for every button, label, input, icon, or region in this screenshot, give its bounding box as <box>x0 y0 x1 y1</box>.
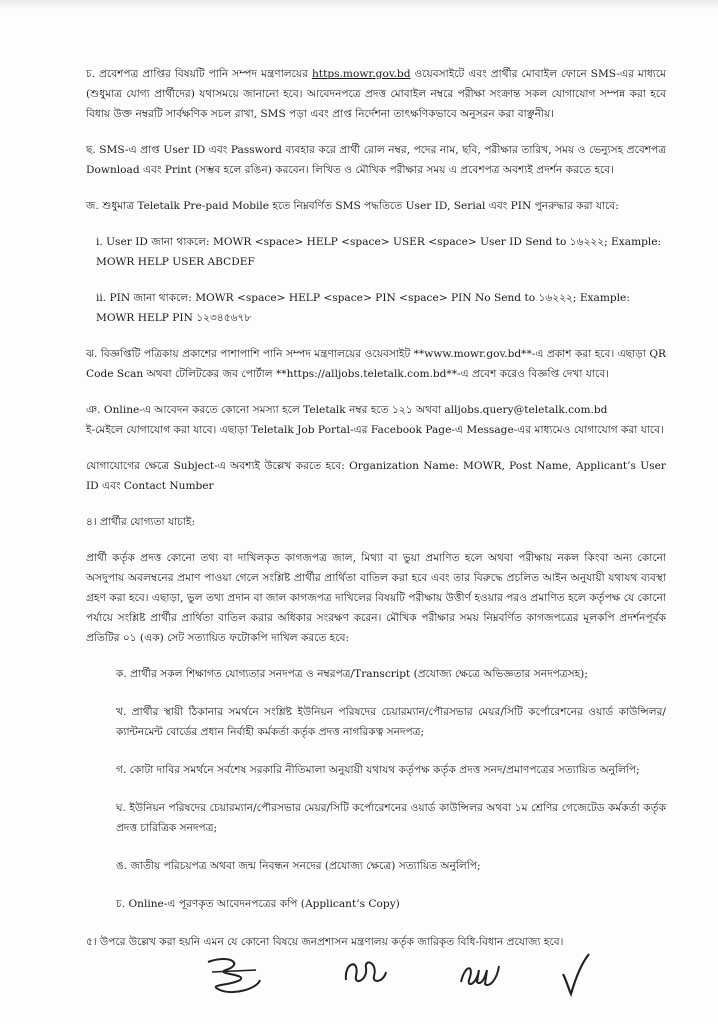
scan-top-edge <box>0 0 718 10</box>
ministry-website-link[interactable]: https.mowr.gov.bd <box>311 68 411 80</box>
section-jh: ঝ. বিজ্ঞপ্তিটি পত্রিকায় প্রকাশের পাশাপাশি পানি সম্পদ মন্ত্রণালয়ের ওয়েবসাইট **www.mowr.gov.bd**-এ প্রকাশ করা হবে। এছাড়া QR Code Scan অথবা টেলিটকের জব পোর্টাল **https://alljobs.teletalk.com.bd**-এ প্রবেশ করেও বিজ্ঞপ্তি দেখা যাবে। <box>86 348 666 380</box>
section-ch <box>86 64 666 124</box>
section-ch-text-end: ওয়েবসাইটে এবং প্রার্থীর মোবাইল ফোনে SMS-এর মাধ্যমে (শুধুমাত্র যোগ্য প্রার্থীদের) যথাসময়ে জানানো হবে। আবেদনপত্রে প্রদত্ত মোবাইল নম্বরে পরীক্ষা সংক্রান্ত সকল যোগাযোগ সম্পন্ন করা হবে বিধায় উক্ত নম্বরটি সার্বক্ষণিক সচল রাখা, SMS পড়া এবং প্রাপ্ত নির্দেশনা তাৎক্ষণিকভাবে অনুসরন করা বাঞ্ছনীয়। <box>86 68 666 120</box>
heading-eligibility-check: ৪। প্রার্থীর যোগ্যতা যাচাই: <box>86 516 196 528</box>
section-j-pin: ii. PIN জানা থাকলে: MOWR <space> HELP <space> PIN <space> PIN No Send to ১৬২২২; Example: MOWR HELP PIN ১২৩৪৫৬৭৮ <box>96 292 630 324</box>
document-item: ঙ. জাতীয় পরিচয়পত্র অথবা জন্ম নিবন্ধন সনদের (প্রযোজ্য ক্ষেত্রে) সত্যায়িত অনুলিপি; <box>116 860 481 872</box>
signature-2 <box>340 950 390 995</box>
document-item: ঘ. ইউনিয়ন পরিষদের চেয়ারম্যান/পৌরসভার মেয়র/সিটি কর্পোরেশনের ওয়ার্ড কাউন্সিলর অথবা ১ম শ্রেণির গেজেটেড কর্মকর্তা কর্তৃক প্রদত্ত চারিত্রিক সনদপত্র; <box>116 802 666 834</box>
document-item: চ. Online-এ পূরণকৃত আবেদনপত্রের কপি (Applicant’s Copy) <box>116 898 400 910</box>
section-ny-line-2: ই-মেইলে যোগাযোগ করা যাবে। এছাড়া Teletalk Job Portal-এর Facebook Page-এ Message-এর মাধ্যমেও যোগাযোগ করা যাবে। <box>86 424 664 436</box>
signature-3 <box>455 950 505 995</box>
section-j: জ. শুধুমাত্র Teletalk Pre-paid Mobile হতে নিম্নবর্ণিত SMS পদ্ধতিতে User ID, Serial এবং PIN পুনরুদ্ধার করা যাবে: <box>86 200 619 212</box>
verification-paragraph: প্রার্থী কর্তৃক প্রদত্ত কোনো তথ্য বা দাখিলকৃত কাগজপত্র জাল, মিথ্যা বা ভুয়া প্রমাণিত হলে অথবা পরীক্ষায় নকল কিংবা অন্য কোনো অসদুপায় অবলম্বনের প্রমাণ পাওয়া গেলে সংশ্লিষ্ট প্রার্থীর প্রার্থিতা বাতিল করা হবে এবং তার বিরুদ্ধে প্রচলিত আইন অনুযায়ী যথাযথ ব্যবস্থা গ্রহণ করা হবে। এছাড়া, ভুল তথ্য প্রদান বা জাল কাগজপত্র দাখিলের বিষয়টি পরীক্ষায় উত্তীর্ণ হওয়ার পরও প্রমাণিত হলে কর্তৃপক্ষ যে কোনো পর্যায়ে সংশ্লিষ্ট প্রার্থীর প্রার্থিতা বাতিল করার অধিকার সংরক্ষণ করেন। মৌখিক পরীক্ষার সময় নিম্নবর্ণিত কাগজপত্রের মূলকপি প্রদর্শনপূর্বক প্রতিটির ০১ (এক) সেট সত্যায়িত ফটোকপি দাখিল করতে হবে: <box>86 552 666 644</box>
signatures-row <box>200 950 620 1010</box>
point-5: ৫। উপরে উল্লেখ করা হয়নি এমন যে কোনো বিষয়ে জনপ্রশাসন মন্ত্রণালয় কর্তৃক জারিকৃত বিধি-বিধান প্রযোজ্য হবে। <box>86 936 564 948</box>
signature-1 <box>200 950 270 1000</box>
document-item: গ. কোটা দাবির সমর্থনে সর্বশেষ সরকারি নীতিমালা অনুযায়ী যথাযথ কর্তৃপক্ষ কর্তৃক প্রদত্ত সনদ/প্রমাণপত্রের সত্যায়িত অনুলিপি; <box>116 764 640 776</box>
section-j-user-id: i. User ID জানা থাকলে: MOWR <space> HELP <space> USER <space> User ID Send to ১৬২২২; Example: MOWR HELP USER ABCDEF <box>96 236 662 268</box>
document-page <box>86 64 666 952</box>
section-ch-text-start: চ. প্রবেশপত্র প্রাপ্তির বিষয়টি পানি সম্পদ মন্ত্রণালয়ের <box>86 68 312 80</box>
required-documents-list <box>116 664 666 914</box>
section-ny <box>86 400 666 440</box>
signature-4 <box>555 950 595 1000</box>
section-ny-line-1: ঞ. Online-এ আবেদন করতে কোনো সমস্যা হলে Teletalk নম্বর হতে ১২১ অথবা alljobs.query@teletalk.com.bd <box>86 404 608 416</box>
document-item: খ. প্রার্থীর স্থায়ী ঠিকানার সমর্থনে সংশ্লিষ্ট ইউনিয়ন পরিষদের চেয়ারম্যান/পৌরসভার মেয়র/সিটি কর্পোরেশনের ওয়ার্ড কাউন্সিলর/ক্যান্টনমেন্ট বোর্ডের প্রধান নির্বাহী কর্মকর্তা কর্তৃক প্রদত্ত নাগরিকত্ব সনদপত্র; <box>116 706 666 738</box>
contact-subject-note: যোগাযোগের ক্ষেত্রে Subject-এ অবশ্যই উল্লেখ করতে হবে: Organization Name: MOWR, Post Name, Applicant’s User ID এবং Contact Number <box>86 460 666 492</box>
section-chh: ছ. SMS-এ প্রাপ্ত User ID এবং Password ব্যবহার করে প্রার্থী রোল নম্বর, পদের নাম, ছবি, পরীক্ষার তারিখ, সময় ও ভেন্যুসহ প্রবেশপত্র Download এবং Print (সম্ভব হলে রঙিন) করবেন। লিখিত ও মৌখিক পরীক্ষার সময় এ প্রবেশপত্র অবশ্যই প্রদর্শন করতে হবে। <box>86 144 666 176</box>
document-item: ক. প্রার্থীর সকল শিক্ষাগত যোগ্যতার সনদপত্র ও নম্বরপত্র/Transcript (প্রযোজ্য ক্ষেত্রে অভিজ্ঞতার সনদপত্রসহ); <box>116 668 588 680</box>
